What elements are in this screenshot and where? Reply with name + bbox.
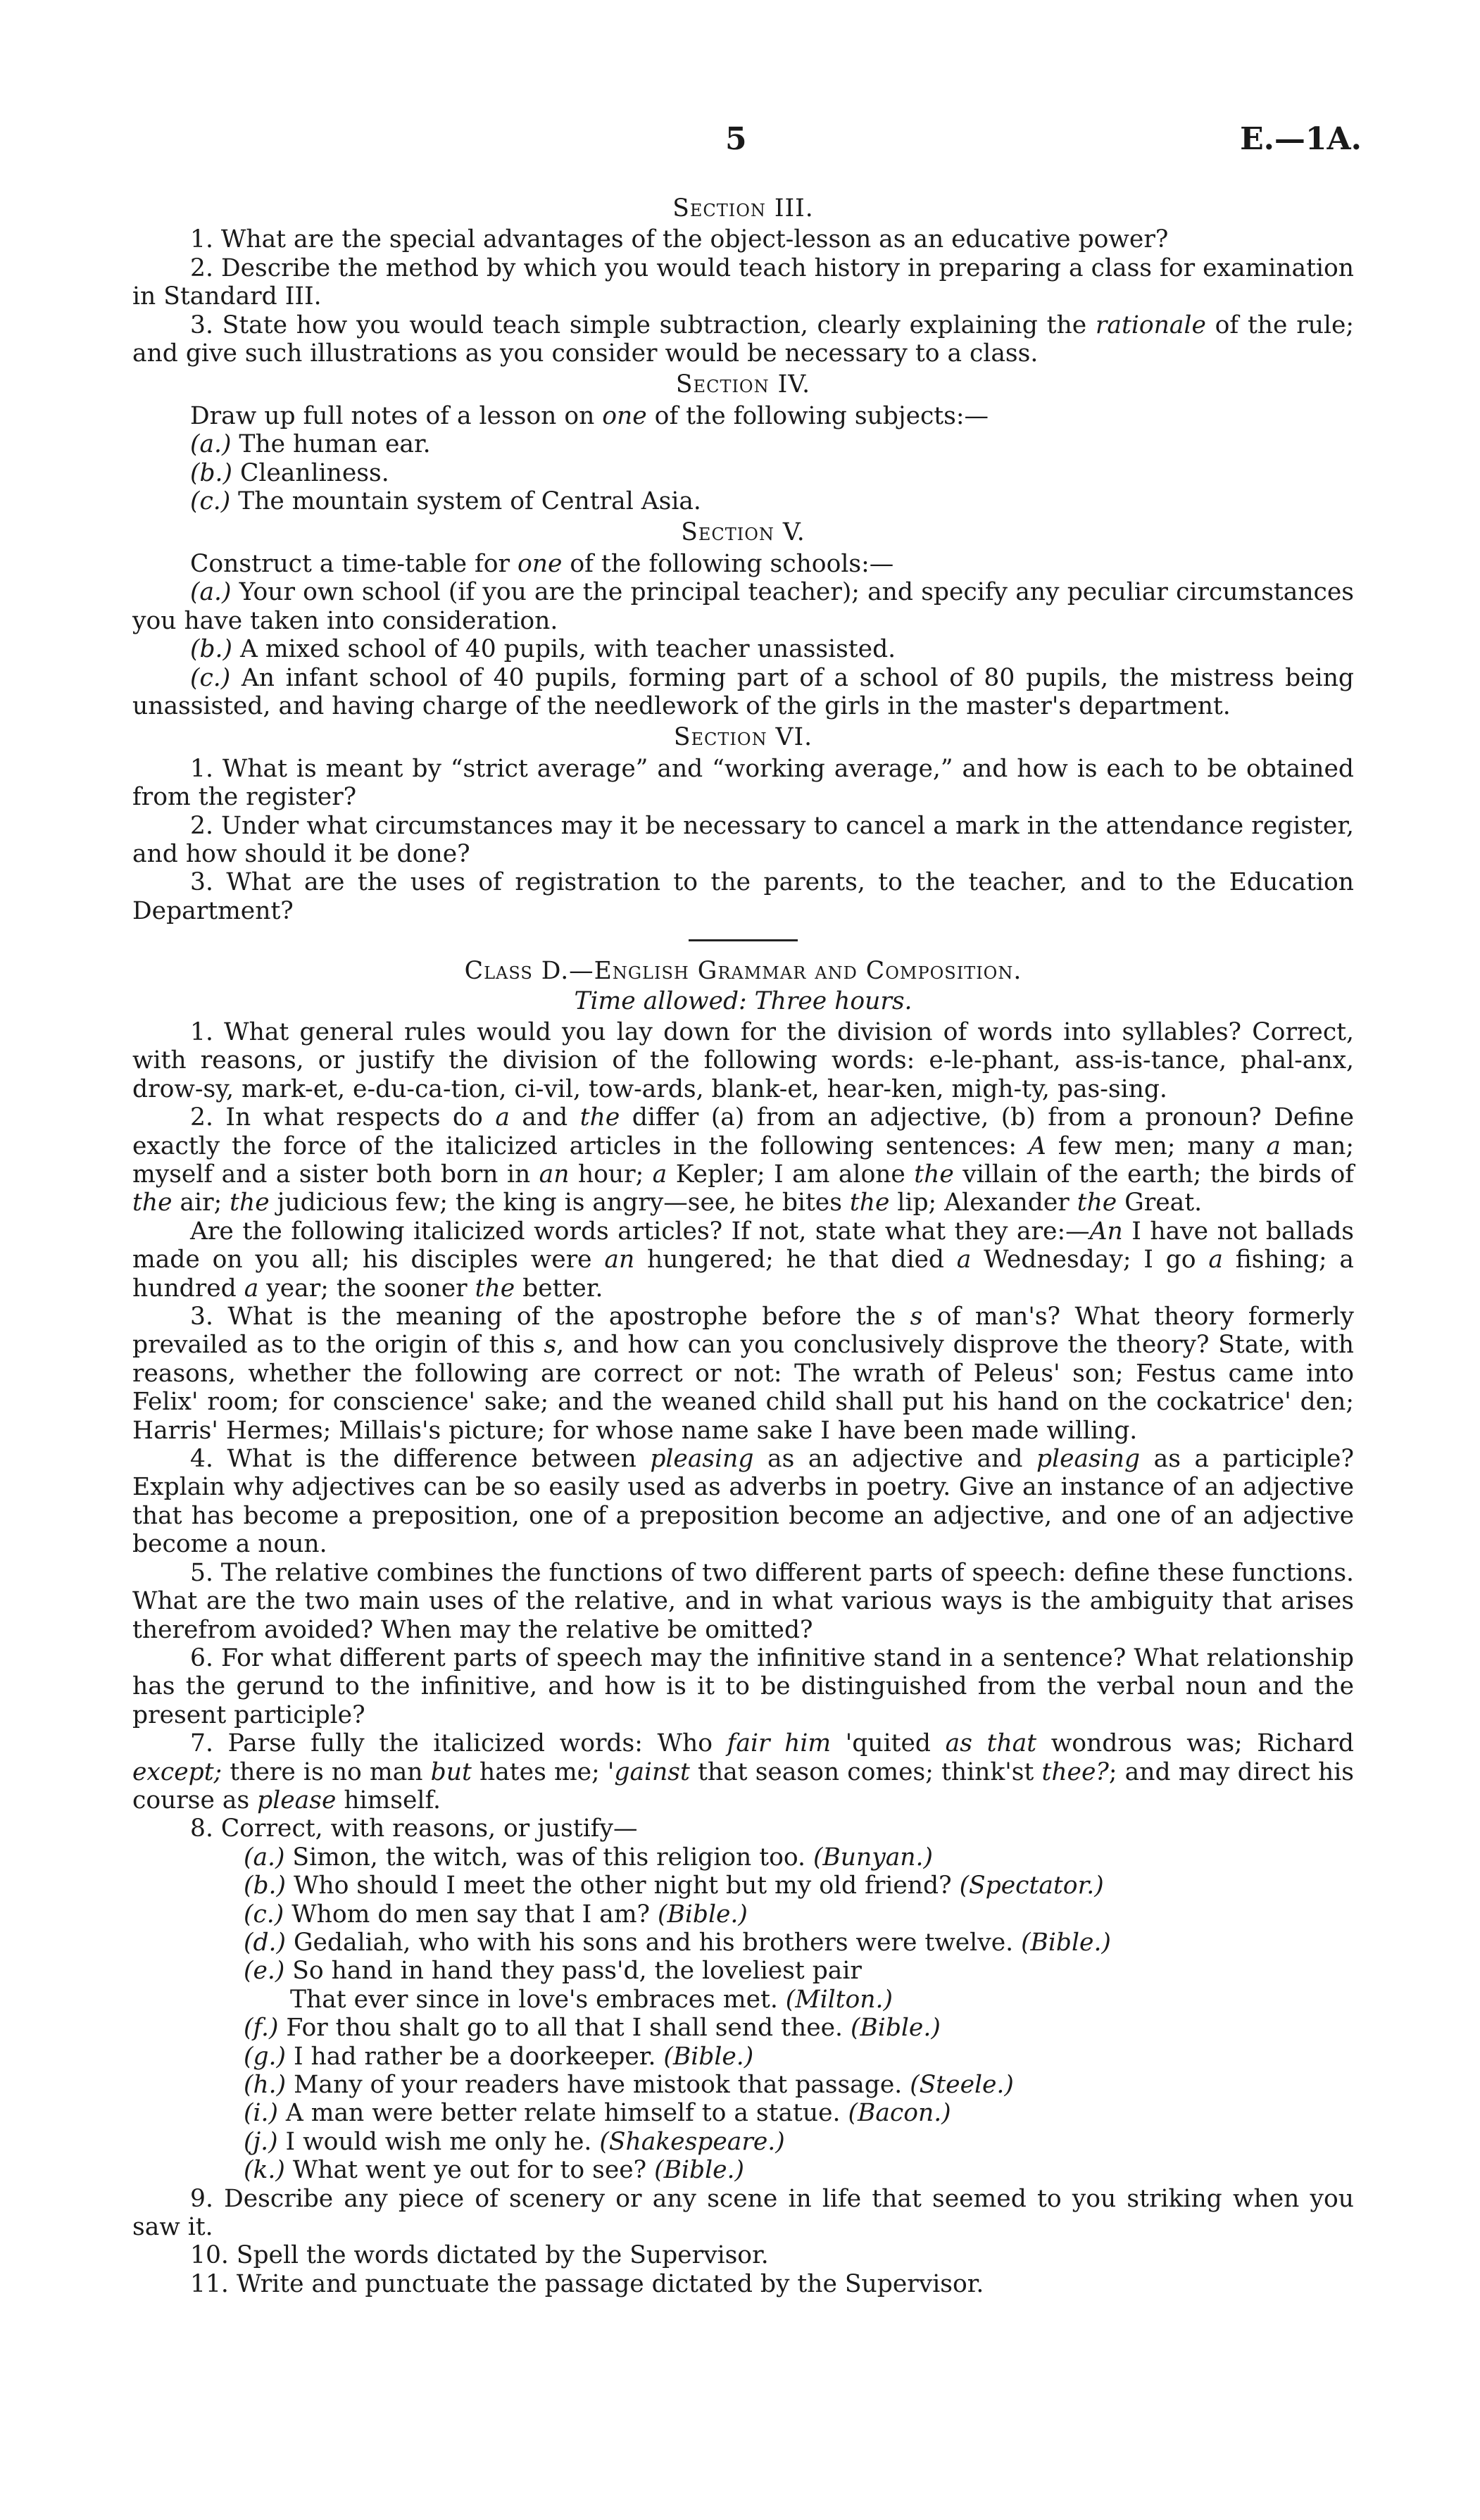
question-8-item-f [132, 2014, 1354, 2042]
section-6-question-1: 1. What is meant by “strict average” and “working average,” and how is each to be obtained from the register? [132, 754, 1354, 812]
italic-term: a [1208, 1246, 1223, 1274]
item-text: For thou shalt go to all that I shall send thee. [278, 2014, 851, 2043]
section-4-item-c [132, 487, 1354, 515]
text-run: 3. What is the meaning of the apostrophe before the [190, 1303, 910, 1331]
class-d-question-4 [132, 1445, 1354, 1559]
text-run: fishing; a hundred [132, 1246, 1354, 1303]
text-run: Wednesday; I go [971, 1246, 1209, 1274]
item-text: The human ear. [231, 430, 431, 459]
italic-term: thee? [1041, 1757, 1109, 1786]
italic-term: as that [945, 1729, 1037, 1758]
text-run: villain of the earth; the birds of [953, 1160, 1354, 1189]
section-4-item-a [132, 430, 1354, 458]
item-text: Gedaliah, who with his sons and his brothers were twelve. [285, 1928, 1022, 1957]
document-body [132, 192, 1354, 2298]
document-reference: E.—1A. [1240, 121, 1362, 157]
italic-term: a [956, 1246, 972, 1274]
item-source: (Bible.) [658, 1900, 748, 1929]
italic-term: an [604, 1246, 635, 1274]
item-source: (Milton.) [785, 1985, 893, 2014]
item-label: (h.) [244, 2071, 287, 2099]
italic-term: fair him [727, 1729, 832, 1758]
text-run: wondrous was; Richard [1036, 1729, 1354, 1758]
italic-term: an [539, 1160, 570, 1189]
item-source: (Shakespeare.) [599, 2127, 785, 2156]
text-run: Construct a time-table for [190, 549, 518, 578]
item-source: (Steele.) [910, 2071, 1014, 2099]
section-5-item-c [132, 664, 1354, 721]
text-run: judicious few; the king is angry—see, he bites [269, 1189, 850, 1217]
text-run: that season comes; think'st [689, 1757, 1042, 1786]
page-number: 5 [725, 121, 747, 157]
item-source: (Bible.) [1021, 1928, 1111, 1957]
item-label: (c.) [190, 663, 231, 692]
italic-term: the [914, 1160, 954, 1189]
item-label: (c.) [190, 487, 231, 516]
question-8-item-k [132, 2156, 1354, 2184]
item-label: (b.) [244, 1872, 286, 1900]
italic-term: pleasing [650, 1445, 754, 1474]
section-6-question-3: 3. What are the uses of registration to the parents, to the teacher, and to the Education Department? [132, 868, 1354, 925]
italic-term: 'gainst [607, 1757, 690, 1786]
italic-term: the [579, 1103, 620, 1132]
text-run: of the rule; and give such illustrations as you consider would be necessary to a class. [132, 311, 1354, 368]
text-run: Draw up full notes of a lesson on [190, 401, 603, 430]
item-source: (Bacon.) [848, 2099, 951, 2128]
italic-term: s [544, 1331, 557, 1360]
text-run: hour; [569, 1160, 653, 1189]
class-d-question-10: 10. Spell the words dictated by the Supervisor. [190, 2241, 769, 2270]
section-5-intro [132, 550, 1354, 578]
text-run: 2. In what respects do [190, 1103, 496, 1132]
item-text: Whom do men say that I am? [284, 1900, 658, 1929]
class-d-question-3 [132, 1303, 1354, 1445]
italic-term: a [244, 1274, 259, 1303]
item-text: So hand in hand they pass'd, the loveliest pair [284, 1957, 862, 1986]
class-d-question-5: 5. The relative combines the functions of two different parts of speech: define these functions. What are the two main uses of the relative, and in what various ways is the ambiguity that arises therefrom avoided? When may the relative be omitted? [132, 1558, 1354, 1644]
italic-term: A [1028, 1132, 1046, 1160]
text-run: 'quited [831, 1729, 946, 1758]
question-8-item-g [132, 2043, 1354, 2071]
question-8-item-c [132, 1900, 1354, 1929]
class-d-question-7 [132, 1729, 1354, 1814]
italic-term: pleasing [1036, 1445, 1141, 1474]
section-5-item-a [132, 578, 1354, 635]
question-8-item-e-continued [132, 1986, 1354, 2014]
item-text: A mixed school of 40 pupils, with teacher unassisted. [232, 635, 896, 664]
text-run: 3. State how you would teach simple subtraction, clearly explaining the [190, 311, 1096, 339]
section-3-question-2: 2. Describe the method by which you would teach history in preparing a class for examination in Standard III. [132, 253, 1354, 311]
text-run: year; the sooner [258, 1274, 475, 1303]
question-8-item-d [132, 1929, 1354, 1957]
item-label: (a.) [190, 430, 232, 459]
class-d-question-2-continued [132, 1217, 1354, 1303]
class-d-heading: Class D.—English Grammar and Composition. [464, 957, 1022, 986]
item-text: Who should I meet the other night but my old friend? [285, 1872, 960, 1900]
italic-term: except; [132, 1757, 222, 1786]
item-source: (Bunyan.) [813, 1843, 933, 1872]
item-label: (d.) [244, 1928, 286, 1957]
item-label: (a.) [190, 578, 232, 607]
italic-term: a [495, 1103, 510, 1132]
text-run: man; myself and a sister both born in [132, 1132, 1355, 1189]
text-run: 7. Parse fully the italicized words: Who [190, 1729, 727, 1758]
item-source: (Spectator.) [959, 1872, 1104, 1900]
section-3-heading: Section III. [672, 194, 814, 222]
italic-term: An [1089, 1217, 1123, 1246]
text-run: Great. [1117, 1189, 1203, 1217]
text-run: as a participle? Explain why adjectives can be so easily used as adverbs in poetry. Give an instance of an adjective that has become a preposition, one of a preposition become an adjective, and one of an adjective become a noun. [132, 1445, 1354, 1559]
item-text: That ever since in love's embraces met. [290, 1985, 786, 2014]
text-run: hates me; [471, 1757, 608, 1786]
text-run: I have not ballads made on you all; his disciples were [132, 1217, 1354, 1274]
section-6-heading: Section VI. [673, 723, 813, 752]
section-6-question-2: 2. Under what circumstances may it be necessary to cancel a mark in the attendance register, and how should it be done? [132, 811, 1354, 868]
item-label: (a.) [244, 1843, 285, 1872]
question-8-item-j [132, 2128, 1354, 2156]
class-d-question-9: 9. Describe any piece of scenery or any scene in life that seemed to you striking when you saw it. [132, 2184, 1354, 2242]
item-text: Your own school (if you are the principal teacher); and specify any peculiar circumstances you have taken into consideration. [132, 578, 1354, 635]
text-run: of the following subjects:— [646, 401, 989, 430]
question-8-item-e [132, 1957, 1354, 1985]
text-run: as an adjective and [753, 1445, 1036, 1474]
class-d-question-6: 6. For what different parts of speech may the infinitive stand in a sentence? What relationship has the gerund to the infinitive, and how is it to be distinguished from the verbal noun and the present participle? [132, 1643, 1354, 1729]
italic-term: the [230, 1189, 270, 1217]
section-divider [689, 939, 798, 941]
item-text: Simon, the witch, was of this religion too. [284, 1843, 813, 1872]
text-run: and [509, 1103, 580, 1132]
item-text: The mountain system of Central Asia. [230, 487, 701, 516]
item-text: I had rather be a doorkeeper. [285, 2042, 664, 2071]
text-run: of man's? What theory formerly prevailed as to the origin of this [132, 1303, 1354, 1360]
item-label: (c.) [244, 1900, 284, 1929]
class-d-question-1: 1. What general rules would you lay down for the division of words into syllables? Correct, with reasons, or justify the division of the following words: e-le-phant, ass-is-tance, phal-anx, drow-sy, mark-et, e-du-ca-tion, ci-vil, tow-ards, blank-et, hear-ken, migh-ty, pas-sing. [132, 1017, 1354, 1103]
item-source: (Bible.) [850, 2014, 941, 2043]
text-run: 4. What is the difference between [190, 1445, 651, 1474]
italic-term: a [1266, 1132, 1281, 1160]
item-source: (Bible.) [654, 2156, 744, 2185]
section-4-item-b [132, 459, 1354, 487]
italic-term: please [257, 1786, 337, 1814]
italic-term: rationale [1095, 311, 1206, 339]
class-d-question-11: 11. Write and punctuate the passage dictated by the Supervisor. [190, 2269, 984, 2298]
class-d-question-2 [132, 1103, 1354, 1217]
section-5-item-b [132, 635, 1354, 663]
text-run: air; [172, 1189, 230, 1217]
text-run: Are the following italicized words articles? If not, state what they are:— [190, 1217, 1090, 1246]
text-run: , and how can you conclusively disprove the theory? State, with reasons, whether the following are correct or not: The wrath of Peleus' son; Festus came into Felix' room; for conscience' sake; and the weaned child shall put his hand on the cockatrice' den; Harris' Hermes; Millais's picture; for whose name sake I have been made willing. [132, 1331, 1354, 1445]
text-run: ; and may direct his course as [132, 1757, 1354, 1814]
text-run: of the following schools:— [562, 549, 894, 578]
text-run: Kepler; I am alone [667, 1160, 915, 1189]
item-label: (k.) [244, 2156, 285, 2185]
italic-term: a [652, 1160, 667, 1189]
italic-term: the [849, 1189, 890, 1217]
question-8-item-h [132, 2071, 1354, 2099]
italic-term: but [430, 1757, 472, 1786]
item-label: (e.) [244, 1957, 285, 1986]
item-label: (b.) [190, 458, 232, 487]
item-label: (f.) [244, 2014, 279, 2043]
item-text: Many of your readers have mistook that passage. [286, 2071, 910, 2099]
text-run: lip; Alexander [889, 1189, 1077, 1217]
text-run: there is no man [222, 1757, 431, 1786]
time-allowed: Time allowed: Three hours. [574, 986, 913, 1015]
question-8-item-a [132, 1843, 1354, 1872]
section-4-heading: Section IV. [675, 370, 811, 399]
text-run: differ (a) from an adjective, (b) from a pronoun? Define exactly the force of the italicized articles in the following sentences: [132, 1103, 1354, 1160]
class-d-question-8: 8. Correct, with reasons, or justify— [190, 1814, 638, 1843]
italic-term: the [1077, 1189, 1117, 1217]
item-text: I would wish me only he. [277, 2127, 600, 2156]
section-5-heading: Section V. [681, 518, 805, 547]
item-label: (g.) [244, 2042, 286, 2071]
italic-term: one [517, 549, 563, 578]
text-run: himself. [336, 1786, 441, 1814]
section-3-question-3 [132, 311, 1354, 368]
question-8-item-b [132, 1872, 1354, 1900]
text-run: hungered; he that died [634, 1246, 957, 1274]
item-label: (j.) [244, 2127, 278, 2156]
italic-term: s [910, 1303, 923, 1331]
item-label: (b.) [190, 635, 232, 664]
item-source: (Bible.) [663, 2042, 754, 2071]
item-label: (i.) [244, 2099, 278, 2128]
section-3-question-1: 1. What are the special advantages of the object-lesson as an educative power? [190, 225, 1169, 254]
item-text: Cleanliness. [232, 458, 389, 487]
item-text: What went ye out for to see? [284, 2156, 655, 2185]
question-8-item-i [132, 2099, 1354, 2127]
italic-term: one [602, 401, 647, 430]
italic-term: the [132, 1189, 173, 1217]
italic-term: the [475, 1274, 515, 1303]
text-run: better. [515, 1274, 603, 1303]
text-run: few men; many [1046, 1132, 1267, 1160]
item-text: A man were better relate himself to a statue. [277, 2099, 848, 2128]
section-4-intro [132, 402, 1354, 430]
item-text: An infant school of 40 pupils, forming part of a school of 80 pupils, the mistress being unassisted, and having charge of the needlework of the girls in the master's department. [132, 663, 1354, 720]
